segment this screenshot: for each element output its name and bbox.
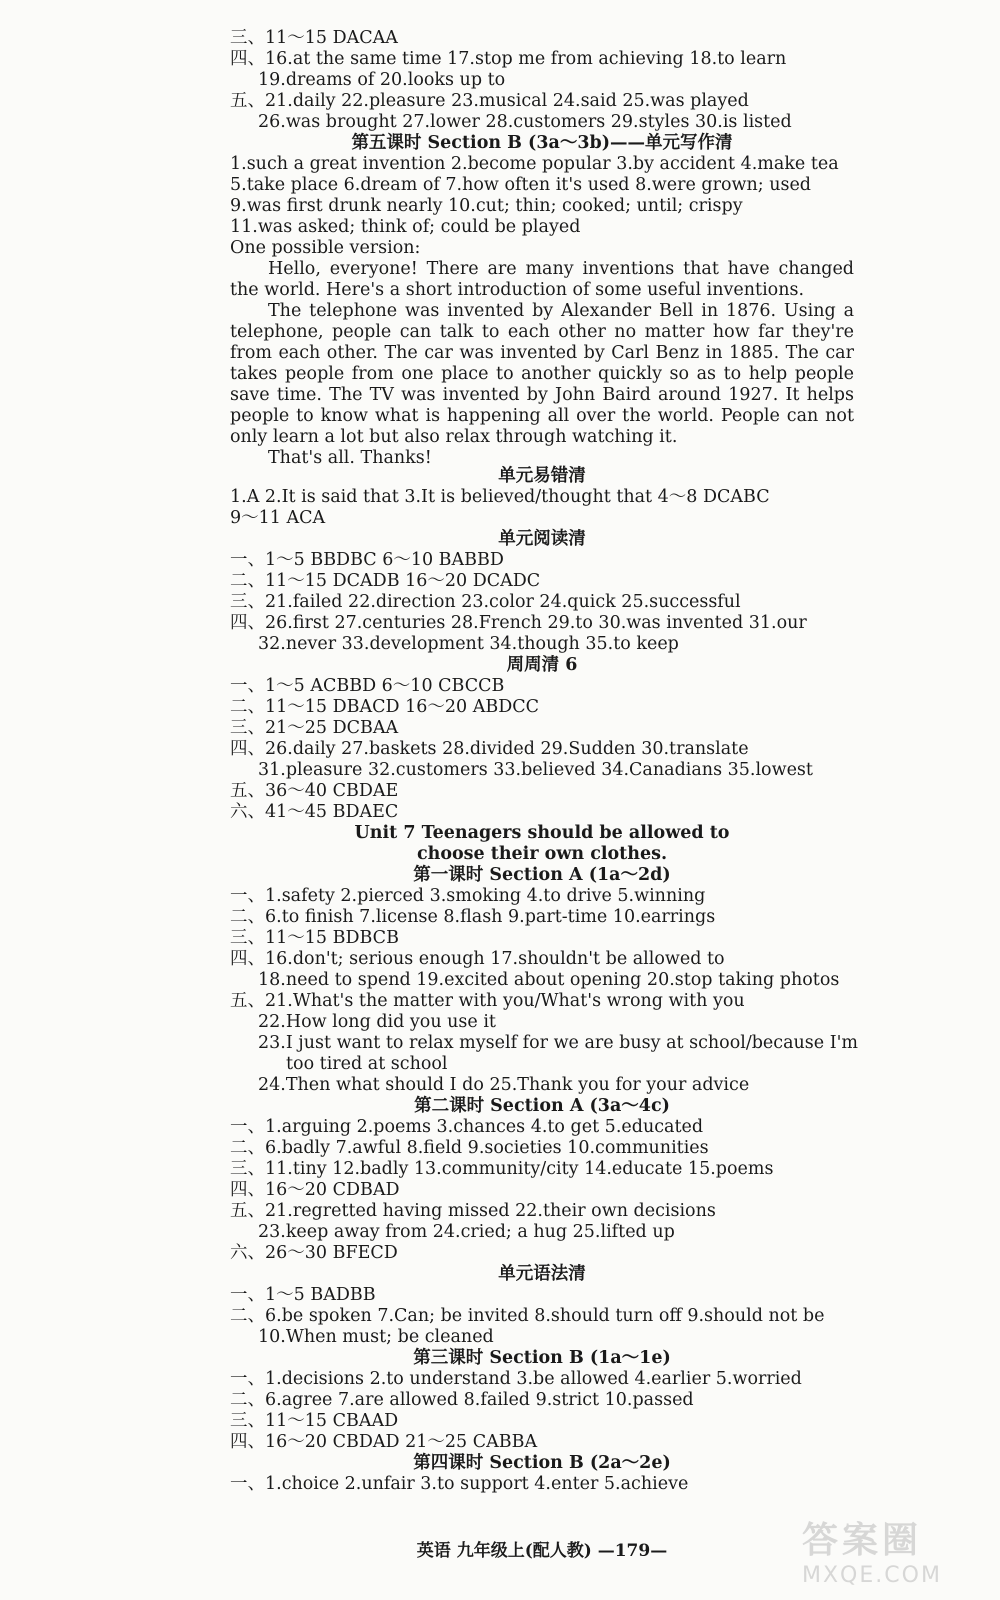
- text-line: 一、1～5 BADBB: [230, 1285, 376, 1305]
- text-line: 五、21.daily 22.pleasure 23.musical 24.said 25.was played: [230, 91, 749, 111]
- watermark-url: MXQE.COM: [802, 1563, 942, 1588]
- text-line: 23.I just want to relax myself for we are busy at school/because I'm: [258, 1033, 859, 1053]
- text-line: 26.was brought 27.lower 28.customers 29.styles 30.is listed: [258, 112, 792, 132]
- text-line: 1.such a great invention 2.become popular 3.by accident 4.make tea: [230, 154, 839, 174]
- section-heading: 单元语法清: [498, 1264, 586, 1284]
- text-line: 三、11.tiny 12.badly 13.community/city 14.educate 15.poems: [230, 1159, 774, 1179]
- section-heading: 第二课时 Section A (3a～4c): [414, 1096, 670, 1116]
- text-line: 四、16.don't; serious enough 17.shouldn't be allowed to: [230, 949, 725, 969]
- text-line: 三、21.failed 22.direction 23.color 24.quick 25.successful: [230, 592, 741, 612]
- text-line: 22.How long did you use it: [258, 1012, 496, 1032]
- section-heading: 单元易错清: [498, 466, 586, 486]
- text-line: 三、11～15 CBAAD: [230, 1411, 399, 1431]
- text-line: 10.When must; be cleaned: [258, 1327, 494, 1347]
- text-line: 三、11～15 DACAA: [230, 28, 398, 48]
- text-line: 1.A 2.It is said that 3.It is believed/thought that 4～8 DCABC: [230, 487, 770, 507]
- text-line: 5.take place 6.dream of 7.how often it's used 8.were grown; used: [230, 175, 812, 195]
- text-line: 二、11～15 DBACD 16～20 ABDCC: [230, 697, 540, 717]
- essay-paragraph-3: That's all. Thanks!: [268, 448, 432, 468]
- text-line: 一、1.safety 2.pierced 3.smoking 4.to drive 5.winning: [230, 886, 706, 906]
- text-line: 一、1～5 BBDBC 6～10 BABBD: [230, 550, 504, 570]
- text-line: 六、26～30 BFECD: [230, 1243, 398, 1263]
- text-line: 五、36～40 CBDAE: [230, 781, 399, 801]
- watermark-logo-text: 答案圈: [802, 1520, 923, 1561]
- unit-title-line-2: choose their own clothes.: [416, 844, 668, 864]
- text-line: 六、41～45 BDAEC: [230, 802, 399, 822]
- text-line: 18.need to spend 19.excited about opening 20.stop taking photos: [258, 970, 840, 990]
- text-line: 三、11～15 BDBCB: [230, 928, 399, 948]
- text-line: 32.never 33.development 34.though 35.to keep: [258, 634, 679, 654]
- page-footer: 英语 九年级上(配人教) —179—: [416, 1541, 668, 1561]
- section-heading: 第五课时 Section B (3a～3b)——单元写作清: [351, 133, 733, 153]
- text-line: 23.keep away from 24.cried; a hug 25.lifted up: [258, 1222, 675, 1242]
- text-line: 五、21.What's the matter with you/What's wrong with you: [230, 991, 745, 1011]
- text-line: 二、6.be spoken 7.Can; be invited 8.should turn off 9.should not be: [230, 1306, 825, 1326]
- text-line: One possible version:: [230, 238, 421, 258]
- text-line: 24.Then what should I do 25.Thank you for your advice: [258, 1075, 750, 1095]
- text-line: 一、1.choice 2.unfair 3.to support 4.enter 5.achieve: [230, 1474, 689, 1494]
- text-line: 五、21.regretted having missed 22.their own decisions: [230, 1201, 716, 1221]
- text-line: 四、26.daily 27.baskets 28.divided 29.Sudden 30.translate: [230, 739, 749, 759]
- unit-title: Unit 7 Teenagers should be allowed to: [354, 823, 730, 843]
- text-line: 11.was asked; think of; could be played: [230, 217, 581, 237]
- text-line: 9～11 ACA: [230, 508, 326, 528]
- section-heading: 单元阅读清: [498, 529, 586, 549]
- text-line: 二、6.badly 7.awful 8.field 9.societies 10.communities: [230, 1138, 709, 1158]
- watermark-logo: [802, 1512, 972, 1592]
- text-line: 一、1.arguing 2.poems 3.chances 4.to get 5.educated: [230, 1117, 704, 1137]
- text-line: 二、6.to finish 7.license 8.flash 9.part-time 10.earrings: [230, 907, 716, 927]
- text-line: 9.was first drunk nearly 10.cut; thin; cooked; until; crispy: [230, 196, 743, 216]
- text-line: 四、26.first 27.centuries 28.French 29.to 30.was invented 31.our: [230, 613, 807, 633]
- text-line: 三、21～25 DCBAA: [230, 718, 399, 738]
- essay-paragraph-1: Hello, everyone! There are many inventions that have changed the world. Here's a short introduction of some useful inventions.: [230, 259, 854, 300]
- text-line: 31.pleasure 32.customers 33.believed 34.Canadians 35.lowest: [258, 760, 813, 780]
- text-line: 19.dreams of 20.looks up to: [258, 70, 506, 90]
- section-heading: 第三课时 Section B (1a～1e): [413, 1348, 671, 1368]
- essay-paragraph-2: The telephone was invented by Alexander Bell in 1876. Using a telephone, people can talk to each other no matter how far they're from each other. The car was invented by Carl Benz in 1885. The car takes people from one place to another quickly so as to help people save time. The TV was invented by John Baird around 1927. It helps people to know what is happening all over the world. People can not only learn a lot but also relax through watching it.: [230, 301, 854, 447]
- section-heading: 第四课时 Section B (2a～2e): [413, 1453, 671, 1473]
- text-line: 四、16～20 CBDAD 21～25 CABBA: [230, 1432, 538, 1452]
- section-heading: 第一课时 Section A (1a～2d): [413, 865, 671, 885]
- text-line: too tired at school: [286, 1054, 448, 1074]
- section-heading: 周周清 6: [506, 655, 578, 675]
- text-line: 一、1.decisions 2.to understand 3.be allowed 4.earlier 5.worried: [230, 1369, 802, 1389]
- text-line: 二、6.agree 7.are allowed 8.failed 9.strict 10.passed: [230, 1390, 694, 1410]
- text-line: 四、16～20 CDBAD: [230, 1180, 400, 1200]
- text-line: 四、16.at the same time 17.stop me from achieving 18.to learn: [230, 49, 787, 69]
- text-line: 一、1～5 ACBBD 6～10 CBCCB: [230, 676, 505, 696]
- essay: [230, 259, 854, 469]
- text-line: 二、11～15 DCADB 16～20 DCADC: [230, 571, 541, 591]
